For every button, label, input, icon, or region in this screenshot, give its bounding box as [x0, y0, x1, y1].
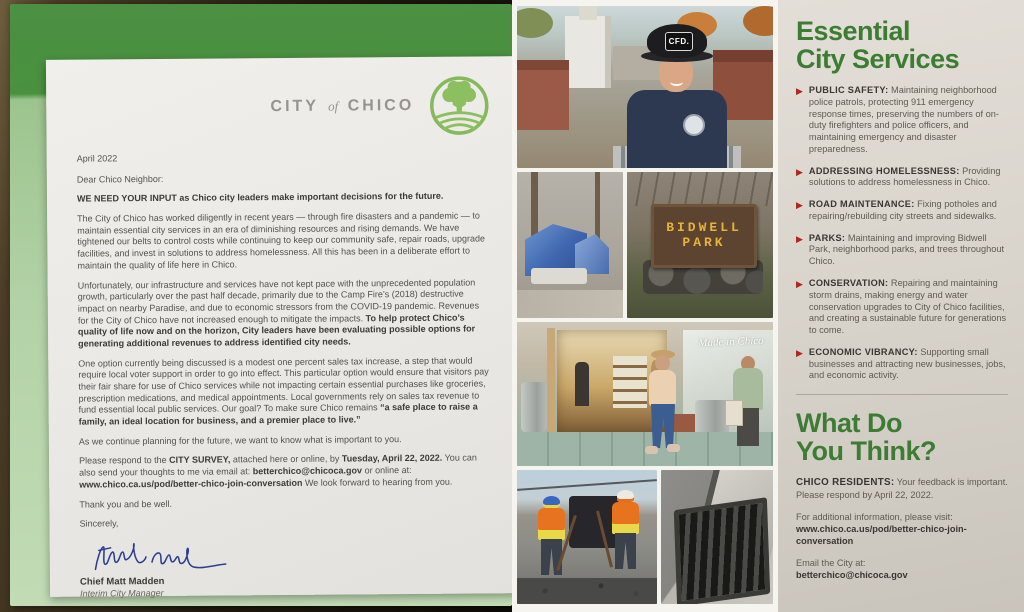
service-item-conservation	[796, 278, 1008, 337]
photo-road-crew	[517, 470, 657, 604]
sidewalk	[517, 290, 623, 318]
bidwell-park-sign	[651, 204, 757, 268]
photo-bidwell-park-sign	[627, 172, 773, 318]
p3-regular: One option currently being discussed is a modest one percent sales tax increase, a step that would require local voter support in order to go into effect. This particular option would ensure that visitors pay their fair share for use of Chico services while not impacting certain essential purchases like groceries, prescription medications, and medical appointments. Local governments rely on sales tax revenue to fund essential local public services. Our goal? To make sure Chico remains	[78, 355, 489, 415]
title-line1: Essential	[796, 16, 911, 46]
service-item-road-maintenance	[796, 199, 1008, 223]
brick-building-left	[517, 60, 569, 130]
woman-walking	[641, 350, 685, 460]
p5-url: www.chico.ca.us/pod/better-chico-join-conversation	[79, 477, 303, 490]
service-text: Maintaining and improving Bidwell Park, neighborhood parks, and trees throughout Chico.	[808, 232, 1005, 267]
letter-paragraph-3	[78, 355, 493, 428]
woman-head	[655, 355, 670, 371]
residents-text: Your feedback is important. Please respond by April 22, 2022.	[796, 477, 1008, 501]
road-worker-2	[609, 490, 643, 574]
bidwell-sign-line2: PARK	[682, 235, 726, 250]
info-line: For additional information, please visit:	[796, 511, 953, 522]
road-worker-1	[535, 496, 569, 580]
photo-firefighter-downtown	[517, 6, 773, 168]
white-municipal-building	[565, 16, 611, 88]
building-tower	[579, 6, 597, 20]
service-text: Providing solutions to address homelessness in Chico.	[808, 165, 1001, 188]
letter-date: April 2022	[76, 153, 118, 164]
hi-vis-vest-2	[612, 502, 639, 534]
service-text: Supporting small businesses and attracting new businesses, jobs, and economic activity.	[808, 346, 1006, 381]
email-line: Email the City at:	[796, 557, 866, 568]
p3-bold-quote: “a safe place to raise a family, an ideal location for business, and a premier place to live.”	[78, 401, 478, 427]
service-label: PUBLIC SAFETY:	[808, 85, 889, 96]
red-triangle-bullet-icon: ▶	[796, 347, 803, 358]
letter-paragraph-respond	[79, 453, 493, 491]
green-tree	[517, 8, 553, 38]
red-triangle-bullet-icon: ▶	[796, 200, 803, 211]
p2-bold: To help protect Chico’s quality of life now and on the horizon, City leaders have been evaluating possible options for generating additional revenues to address identified city needs.	[77, 312, 476, 349]
p5-s9: We look forward to hearing from you.	[302, 476, 453, 488]
additional-info-note	[796, 512, 1008, 548]
letter-closing: Sincerely,	[79, 518, 119, 529]
worker-legs-2	[615, 533, 636, 569]
email-address: betterchico@chicoca.gov	[796, 569, 908, 580]
signer-title: Interim City Manager	[80, 588, 164, 599]
helmet-shield-text: CFD.	[665, 32, 693, 51]
signature-ink	[80, 537, 250, 574]
wordmark-city: CITY	[270, 97, 319, 115]
woman-jeans	[651, 404, 675, 448]
p5-email: betterchico@chicoca.gov	[252, 465, 363, 477]
essential-city-services-title	[796, 18, 1008, 73]
storm-drain-grate	[674, 497, 770, 604]
service-text: Repairing and maintaining storm drains, making energy and water conservation upgrades to City of Chico facilities, and creating a sustainable future for generations to come.	[808, 278, 1007, 336]
photo-made-in-chico-storefront	[517, 322, 773, 466]
made-in-chico-sign: Made in Chico	[698, 334, 764, 350]
service-label: CONSERVATION:	[808, 278, 889, 289]
p5-deadline: Tuesday, April 22, 2022.	[341, 453, 443, 464]
red-triangle-bullet-icon: ▶	[796, 279, 803, 290]
red-triangle-bullet-icon: ▶	[796, 166, 803, 177]
flower-bucket	[521, 382, 547, 434]
service-label: ECONOMIC VIBRANCY:	[808, 346, 918, 357]
tree-trunk-2	[595, 172, 600, 242]
woman-shoe-2	[667, 444, 680, 452]
city-of-chico-tree-logo-icon	[428, 74, 490, 136]
red-triangle-bullet-icon: ▶	[796, 86, 803, 97]
service-item-economic-vibrancy	[796, 347, 1008, 382]
woman-top	[649, 370, 676, 406]
photo-storm-drain	[661, 470, 773, 604]
letter-intro-bold: WE NEED YOUR INPUT as Chico city leaders make important decisions for the future.	[76, 191, 444, 204]
p5-s3: attached here or online, by	[230, 453, 342, 465]
city-of-chico-wordmark	[270, 96, 414, 118]
service-text: Fixing potholes and repairing/rebuilding city streets and sidewalks.	[808, 199, 997, 221]
p5-s5: You can also send your thoughts to me via email at:	[79, 452, 477, 478]
letter-salutation: Dear Chico Neighbor:	[76, 173, 164, 185]
photo-homeless-encampment	[517, 172, 623, 318]
essential-services-panel	[778, 0, 1024, 612]
chico-residents-note	[796, 477, 1008, 502]
residents-label: CHICO RESIDENTS:	[796, 477, 895, 489]
section-divider	[796, 394, 1008, 395]
firefighter-torso	[627, 90, 727, 168]
bidwell-sign-line1: BIDWELL	[666, 220, 742, 236]
white-tent	[531, 268, 587, 284]
firefighter-smile	[670, 78, 683, 86]
hi-vis-vest	[538, 508, 565, 540]
fresh-asphalt	[517, 578, 657, 604]
service-item-homelessness	[796, 166, 1008, 190]
letter-paragraph-4: As we continue planning for the future, we want to know what is important to you.	[78, 433, 402, 447]
woman-shoe	[645, 446, 658, 454]
hard-hat-blue	[543, 496, 560, 508]
think-line2: You Think?	[796, 436, 936, 467]
service-item-public-safety	[796, 85, 1008, 156]
what-do-you-think-title	[796, 409, 1008, 465]
red-triangle-bullet-icon: ▶	[796, 233, 803, 244]
shopper-inside	[575, 362, 589, 406]
hard-hat-white	[617, 490, 634, 502]
service-label: ADDRESSING HOMELESSNESS:	[808, 165, 960, 176]
service-text: Maintaining neighborhood police patrols, protecting 911 emergency response times, preserving the numbers of on-duty firefighters and police officers, and maintaining emergency and disaster preparedness.	[808, 85, 999, 154]
man-browsing	[731, 356, 767, 460]
service-label: PARKS:	[808, 232, 846, 243]
service-item-parks	[796, 233, 1008, 268]
mailer-left-page	[10, 4, 512, 606]
city-letter	[46, 56, 518, 597]
letter-paragraph-2	[78, 277, 493, 350]
title-line2: City Services	[796, 43, 960, 74]
autumn-tree-2	[743, 6, 773, 36]
letter-paragraph-1: The City of Chico has worked diligently in recent years — through fire disasters and a pandemic — to maintain essential city services in an era of diminishing resources and rising demands. We have tightened our belts to control costs while continuing to keep our community safe, repair roads, upgrade facilities, and invest in solutions to address homelessness. All this has been in a deliberate effort to maintain the quality of life here in Chico.	[77, 210, 486, 271]
signer-name: Chief Matt Madden	[79, 575, 165, 588]
firefighter-badge	[683, 114, 705, 136]
wordmark-of: of	[328, 98, 339, 114]
info-url: www.chico.ca.us/pod/better-chico-join-conversation	[796, 523, 967, 546]
bare-branches	[627, 172, 773, 206]
letter-header	[76, 74, 490, 139]
think-line1: What Do	[796, 408, 902, 439]
photo-collage-column	[512, 0, 778, 612]
email-note	[796, 558, 1008, 582]
wordmark-chico: CHICO	[347, 96, 415, 115]
letter-thanks: Thank you and be well.	[79, 498, 172, 510]
p5-s1: Please respond to the	[79, 455, 170, 467]
p5-s7: or online at:	[362, 465, 412, 476]
p5-city-survey: CITY SURVEY,	[169, 454, 231, 466]
p2-regular: Unfortunately, our infrastructure and services have not kept pace with the unprecedented population growth, particularly over the past half decade, primarily due to the Camp Fire’s (2018) destructive impact on nearby Paradise, and due to economic stressors from the COVID-19 pandemic. Revenues for the City of Chico have not increased enough to mitigate the impacts.	[77, 276, 480, 326]
shopping-bag	[725, 400, 743, 426]
service-label: ROAD MAINTENANCE:	[808, 199, 915, 210]
door-frame	[547, 328, 555, 438]
